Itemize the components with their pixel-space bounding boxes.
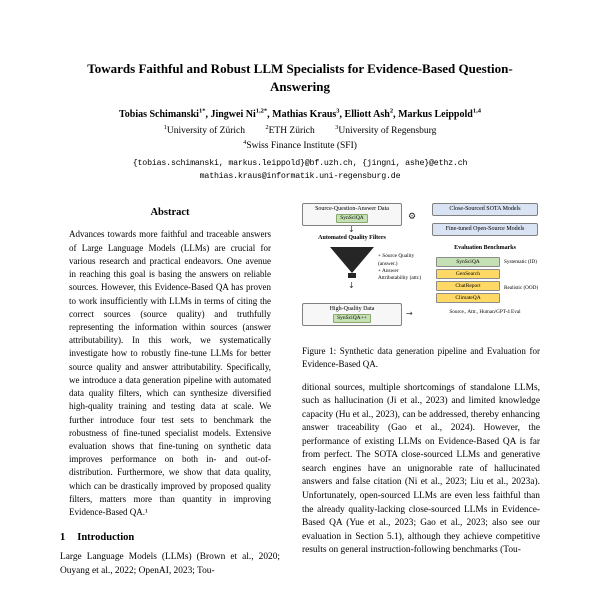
arrow-right-icon: → [406, 309, 413, 319]
closed-source-models-box: Close-Sourced SOTA Models [432, 203, 538, 216]
abstract-heading: Abstract [150, 207, 190, 219]
funnel-icon [330, 247, 374, 273]
author: Jingwei $Ni^{1,2*}$, [210, 108, 273, 121]
funnel-stem-icon [348, 273, 356, 278]
synsciqa-plus-chip: SynSciQA++ [333, 314, 371, 322]
affiliation-line [0, 139, 600, 151]
author-line [0, 108, 600, 120]
benchmark-box: ClimateQA [436, 293, 500, 303]
eval-source-note: Source., Attr., Human/GPT-4 Eval [449, 309, 521, 316]
email-line: {tobias.schimanski, markus.leippold}@bf.uzh.ch, {jingni, ashe}@ethz.ch [132, 158, 468, 168]
email-block [0, 158, 600, 184]
realistic-ood-label: Realistic (OOD) [504, 285, 539, 292]
benchmark-box: GenSearch [436, 269, 500, 279]
quality-filters-label: Automated Quality Filters [318, 235, 386, 242]
author: Tobias Schimanski$^{1*}$, [119, 108, 211, 121]
paper-header [0, 0, 600, 183]
high-quality-data-box: High-Quality Data SynSciQA++ [302, 303, 402, 325]
figure1-caption: Figure 1: Synthetic data generation pipeline and Evaluation for Evidence-Based QA. [302, 346, 540, 369]
email-line: mathias.kraus@informatik.uni-regensburg.de [199, 171, 401, 181]
filter-notes: + Source Quality (answer.) + Answer Attributability (attr.) [378, 253, 422, 281]
author: Mathias Kraus$^3$, [272, 108, 345, 121]
source-data-box: Source-Question-Answer Data SynSciQA [302, 203, 402, 225]
benchmark-box: SynSciQA [436, 257, 500, 267]
affiliation: $^3$University of Regensburg [335, 123, 437, 136]
affiliation: $^1$University of Zürich [163, 123, 245, 136]
abstract-text: Advances towards more faithful and traceable answers of Large Language Models (LLMs) are crucial for various research and practical endeavors. One avenue in reaching this goal is basing the answers on reliable sources. However, this Evidence-Based QA has proven to work insufficiently with LLMs in terms of citing the correct sources (source quality) and truthfully representing the information within sources (answer attributability). In this work, we systematically investigate how to robustly fine-tune LLMs for better source quality and answer attributability. Specifically, we introduce a data generation pipeline with automated data quality filters, which can synthesize diversified high-quality training and testing data at scale. We further introduce four test sets to benchmark the robustness of fine-tuned specialist models. Extensive evaluation shows that fine-tuning on synthetic data improves performance on both in- and out-of-distribution. Furthermore, we show that data quality, which can be drastically improved by proposed quality filters, matters more than quantity in improving Evidence-Based QA.¹ [69, 229, 271, 518]
model-icon: ⚙ [408, 212, 417, 223]
author: Elliott Ash$^2$, [344, 108, 399, 121]
figure1-diagram [302, 203, 540, 337]
introduction-paragraph: Large Language Models (LLMs) (Brown et al., 2020; Ouyang et al., 2022; OpenAI, 2023; Tou- [60, 552, 280, 576]
figure-1 [302, 203, 540, 369]
two-column-body [0, 203, 600, 578]
arrow-down-icon: ↓ [348, 225, 355, 235]
author: Markus Leippold$^{1,4}$ [398, 108, 481, 121]
eval-benchmarks-label: Evaluation Benchmarks [454, 245, 516, 252]
affiliation-line [0, 123, 600, 135]
section-heading-introduction: 1 Introduction [60, 532, 135, 544]
left-column [60, 203, 280, 578]
benchmark-box: ChatReport [436, 281, 500, 291]
affiliation: $^4$Swiss Finance Institute (SFI) [243, 138, 357, 151]
right-column [302, 203, 540, 578]
synsciqa-chip: SynSciQA [336, 214, 368, 222]
right-column-paragraph: ditional sources, multiple shortcomings of standalone LLMs, such as hallucination (Ji et al., 2023) and limited knowledge capacity (Hu et al., 2023), can be addressed, thereby enhancing answer traceability (Gao et al., 2024). However, the performance of existing LLMs on Evidence-Based QA is far from perfect. The SOTA close-sourced LLMs and generative search engines have an unignorable rate of hallucinated answers and false citation (Ni et al., 2023; Liu et al., 2023a). Unfortunately, open-sourced LLMs are even less faithful than the already quality-lacking close-sourced LLMs in Evidence-Based QA (Yue et al., 2023; Gao et al., 2023; also see our evaluation in Section 5.1), although they achieve competitive results on general instruction-following benchmarks (Tou- [302, 382, 540, 556]
finetuned-models-box: Fine-tuned Open-Source Models [432, 223, 538, 236]
systematic-id-label: Systematic (ID) [504, 259, 537, 266]
affiliation: $^2$ETH Zürich [265, 123, 315, 136]
paper-title: Towards Faithful and Robust LLM Specialists for Evidence-Based Question-Answering [87, 61, 513, 94]
arrow-down-icon: ↓ [348, 281, 355, 291]
affiliations [0, 123, 600, 150]
